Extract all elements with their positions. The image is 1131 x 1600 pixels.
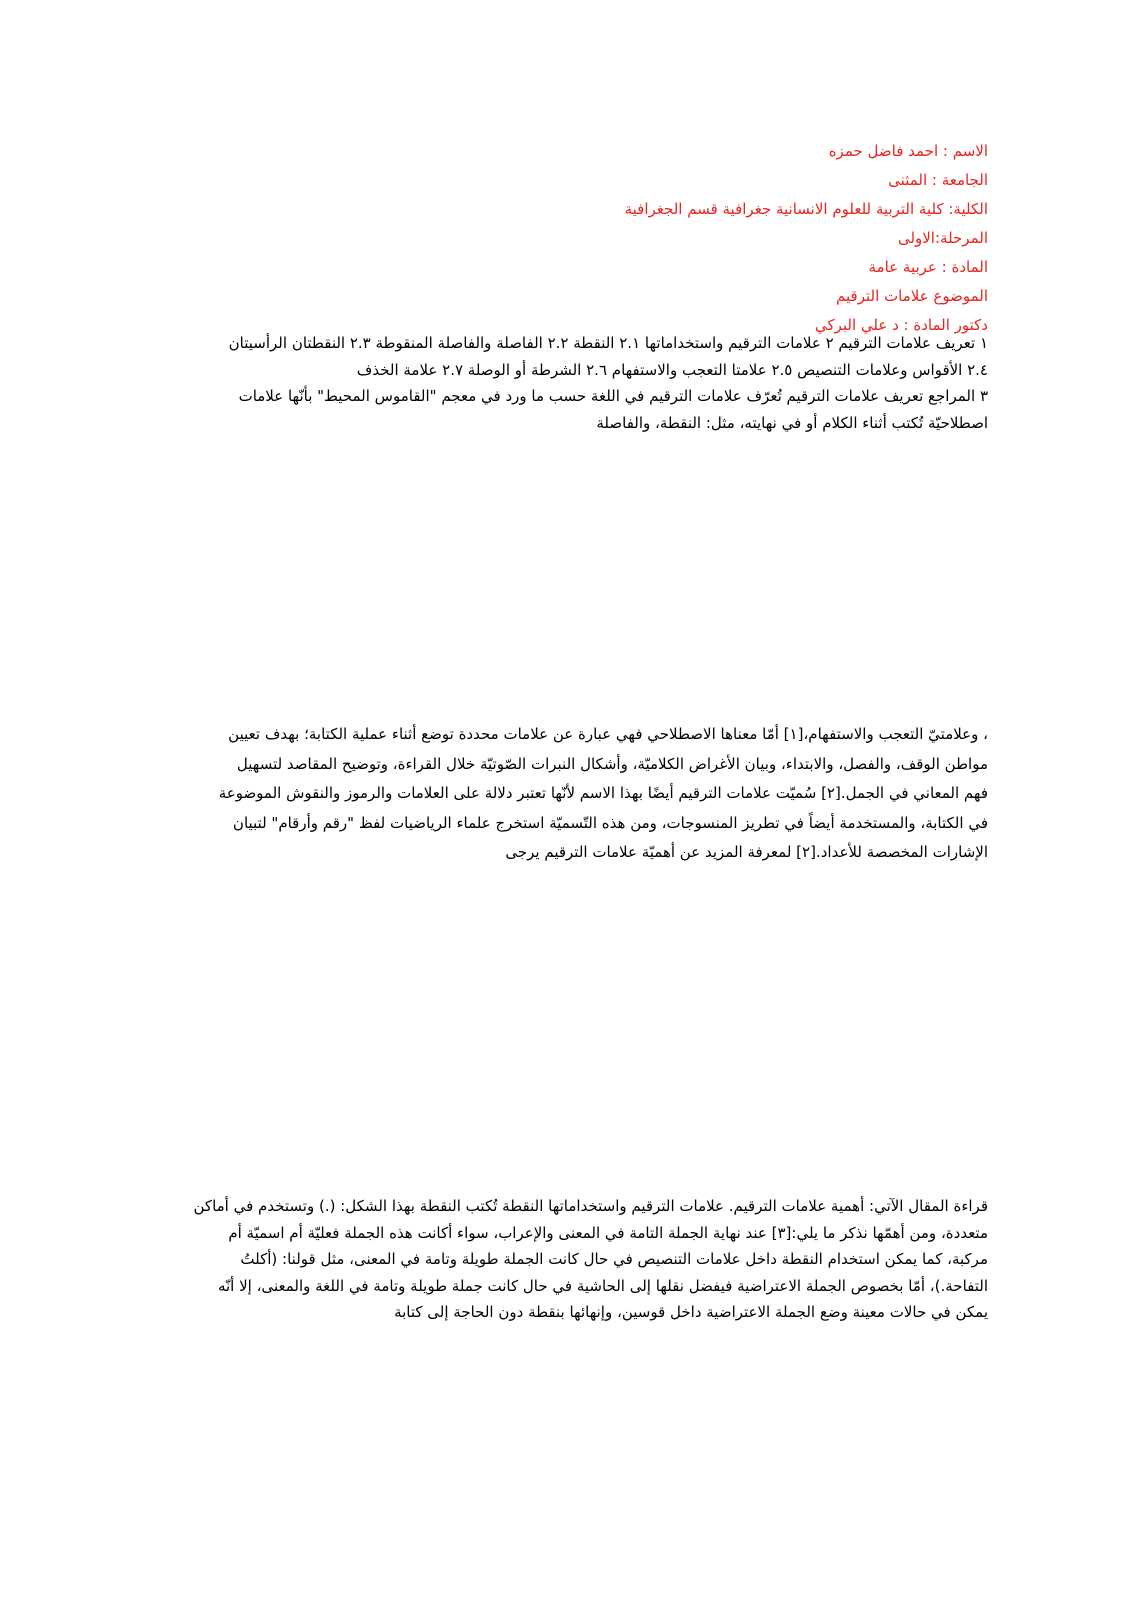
paragraph-line: الإشارات المخصصة للأعداد.[٢] لمعرفة المزيد عن أهميّة علامات الترقيم يرجى: [505, 843, 988, 861]
stage: المرحلة:الاولى: [897, 229, 988, 247]
paragraph-line: مركبة، كما يمكن استخدام النقطة داخل علامات التنصيص في حال كانت الجملة طويلة وتامة في المعنى، مثل قولنا: (أكلتُ: [240, 1250, 988, 1268]
university: الجامعة : المثنى: [888, 171, 988, 189]
paragraph-line: التفاحة.)، أمّا بخصوص الجملة الاعتراضية فيفضل نقلها إلى الحاشية في حال كانت جملة طويلة وتامة في اللغة والمعنى، إلا أنّه: [217, 1276, 988, 1295]
paragraph-line: ٢.٤ الأقواس وعلامات التنصيص ٢.٥ علامتا التعجب والاستفهام ٢.٦ الشرطة أو الوصلة ٢.٧ علامة الخذف: [356, 360, 988, 379]
definition-paragraph: [153, 720, 988, 868]
instructor: دكتور المادة : د علي البركي: [814, 316, 988, 334]
student-name: الاسم : احمد فاضل حمزه: [828, 142, 988, 160]
paragraph-line: يمكن في حالات معينة وضع الجملة الاعتراضية داخل قوسين، وإنهائها بنقطة دون الحاجة إلى كتابة: [394, 1303, 988, 1321]
paragraph-line: متعددة، ومن أهمّها نذكر ما يلي:[٣] عند نهاية الجملة التامة في المعنى والإعراب، سواء أكانت هذه الجملة فعليّة أم اسميّة أم: [228, 1223, 988, 1242]
college: الكلية: كلية التربية للعلوم الانسانية جغرافية قسم الجغرافية: [624, 200, 988, 218]
table-of-contents-paragraph: [153, 330, 988, 436]
paragraph-line: في الكتابة، والمستخدمة أيضاً في تطريز المنسوجات، ومن هذه التّسميّة استخرج علماء الرياضيات لفظ "رقم وأرقام" لتبيان: [232, 813, 988, 832]
period-usage-paragraph: [153, 1193, 988, 1326]
student-info-header: [168, 137, 988, 340]
paragraph-line: اصطلاحيّة تُكتب أثناء الكلام أو في نهايته، مثل: النقطة، والفاصلة: [596, 413, 988, 432]
paragraph-line: مواطن الوقف، والفصل، والابتداء، وبيان الأغراض الكلاميّة، وأشكال النبرات الصّوتيّة خلال القراءة، وتوضيح المقاصد لتسهيل: [236, 754, 988, 773]
paragraph-line: ١ تعريف علامات الترقيم ٢ علامات الترقيم واستخداماتها ٢.١ النقطة ٢.٢ الفاصلة والفاصلة المنقوطة ٢.٣ النقطتان الرأسيتان: [228, 334, 988, 352]
subject: المادة : عربية عامة: [868, 258, 988, 276]
paragraph-line: قراءة المقال الآتي: أهمية علامات الترقيم. علامات الترقيم واستخداماتها النقطة تُكتب النقطة بهذا الشكل: (.) وتستخدم في أماكن: [193, 1197, 988, 1215]
paragraph-line: فهم المعاني في الجمل.[٢] سُميّت علامات الترقيم أيضًا بهذا الاسم لأنّها تعتبر دلالة على العلامات والرموز والنقوش الموضوعة: [218, 784, 988, 802]
paragraph-line: ٣ المراجع تعريف علامات الترقيم تُعرّف علامات الترقيم في اللغة حسب ما ورد في معجم "القاموس المحيط" بأنّها علامات: [238, 387, 988, 405]
topic: الموضوع علامات الترقيم: [836, 287, 988, 305]
paragraph-line: ، وعلامتيّ التعجب والاستفهام،[١] أمّا معناها الاصطلاحي فهي عبارة عن علامات محددة توضع أثناء عملية الكتابة؛ بهدف تعيين: [228, 725, 988, 743]
